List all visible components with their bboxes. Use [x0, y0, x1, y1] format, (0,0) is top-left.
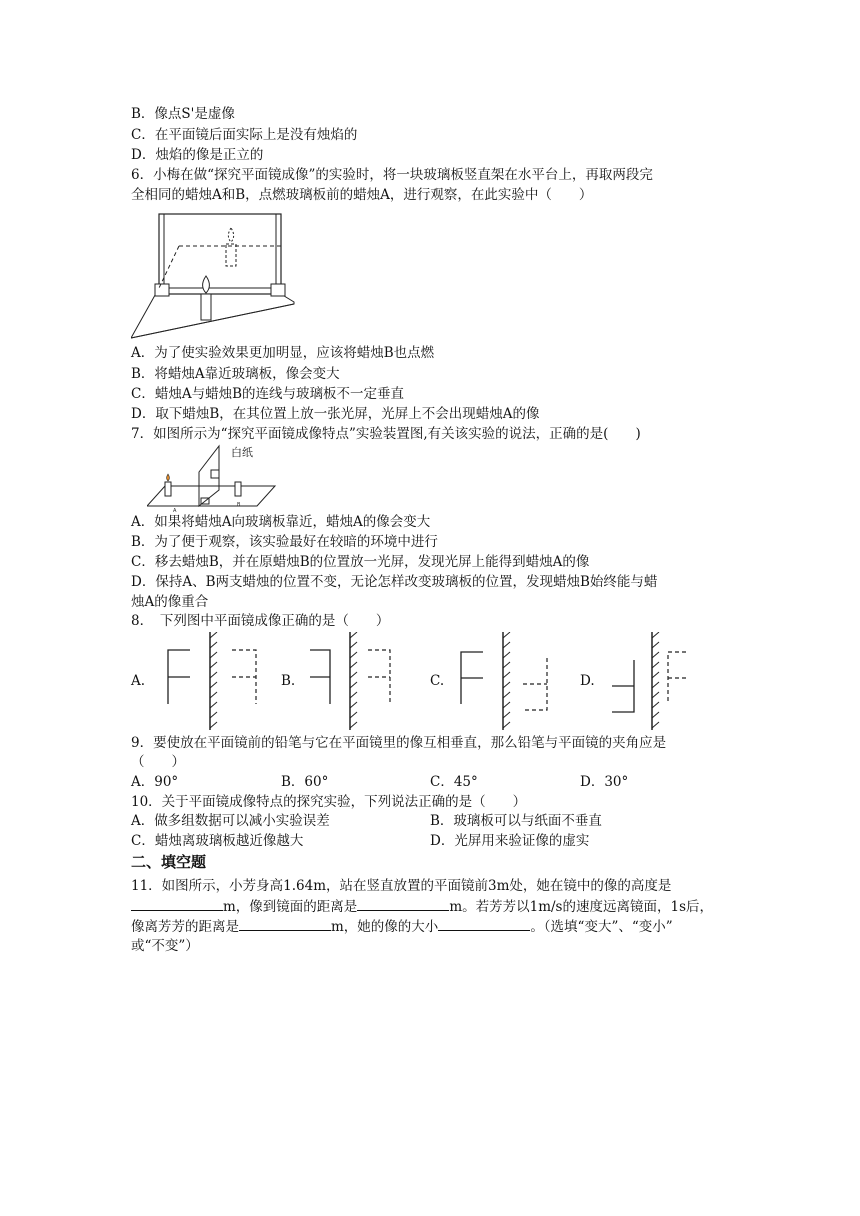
q10-stem: 10．关于平面镜成像特点的探究实验，下列说法正确的是（ ） — [131, 794, 527, 810]
q11-blank-2[interactable] — [357, 896, 449, 911]
q8-stem: 8． 下列图中平面镜成像正确的是（ ） — [131, 613, 390, 629]
q7-stem: 7．如图所示为“探究平面镜成像特点”实验装置图,有关该实验的说法，正确的是( ) — [131, 426, 641, 442]
q7-option-d-line1: D．保持A、B两支蜡烛的位置不变，无论怎样改变玻璃板的位置，发现蜡烛B始终能与蜡 — [131, 574, 658, 590]
q8-label-a: A. — [131, 673, 146, 689]
q11-blank-1[interactable] — [131, 896, 223, 911]
q11-line4: 或“不变”） — [131, 938, 199, 954]
q6-glass-plate-candle-figure — [131, 206, 296, 341]
q8-label-b: B. — [281, 673, 296, 689]
q8-figure-c — [455, 632, 565, 732]
q9-option-b: B．60° — [281, 774, 329, 790]
q11-line3-text-b: m，她的像的大小 — [331, 919, 439, 935]
q11-line2-text-a: m，像到镜面的距离是 — [223, 899, 358, 915]
q11-line3-text-a: 像离芳芳的距离是 — [131, 919, 239, 935]
q9-option-a: A．90° — [131, 774, 179, 790]
q5-option-b: B．像点S'是虚像 — [131, 106, 235, 122]
q6-option-d: D．取下蜡烛B，在其位置上放一张光屏，光屏上不会出现蜡烛A的像 — [131, 406, 540, 422]
q11-line1: 11．如图所示，小芳身高1.64m，站在竖直放置的平面镜前3m处，她在镜中的像的高度是 — [131, 878, 672, 894]
q11-line3-text-c: 。（选填“变大”、“变小” — [530, 919, 673, 935]
svg-text:B: B — [237, 502, 241, 508]
q7-apparatus-figure — [147, 444, 277, 512]
q8-label-c: C. — [430, 673, 445, 689]
q11-line3 — [131, 916, 673, 937]
q7-option-b: B．为了便于观察，该实验最好在较暗的环境中进行 — [131, 534, 438, 550]
q6-option-c: C．蜡烛A与蜡烛B的连线与玻璃板不一定垂直 — [131, 386, 404, 402]
q6-stem-line1: 6．小梅在做“探究平面镜成像”的实验时，将一块玻璃板竖直架在水平台上，再取两段完 — [131, 167, 653, 183]
section-title-fill-in: 二、填空题 — [131, 853, 207, 871]
q9-option-c: C．45° — [430, 774, 478, 790]
q6-option-a: A．为了使实验效果更加明显，应该将蜡烛B也点燃 — [131, 345, 435, 361]
q11-blank-3[interactable] — [239, 916, 331, 931]
q7-figure-label: 白纸 — [231, 446, 253, 459]
q6-option-b: B．将蜡烛A靠近玻璃板，像会变大 — [131, 366, 340, 382]
q7-option-c: C．移去蜡烛B，并在原蜡烛B的位置放一光屏，发现光屏上能得到蜡烛A的像 — [131, 554, 590, 570]
svg-text:A: A — [173, 508, 177, 512]
q10-option-a: A．做多组数据可以减小实验误差 — [131, 813, 330, 829]
q5-option-d: D．烛焰的像是正立的 — [131, 147, 264, 163]
q10-option-d: D．光屏用来验证像的虚实 — [430, 833, 590, 849]
q7-option-a: A．如果将蜡烛A向玻璃板靠近，蜡烛A的像会变大 — [131, 514, 431, 530]
q8-label-d: D. — [580, 673, 595, 689]
q8-figure-b — [306, 632, 416, 732]
q10-option-c: C．蜡烛离玻璃板越近像越大 — [131, 833, 304, 849]
q9-stem-line1: 9．要使放在平面镜前的铅笔与它在平面镜里的像互相垂直，那么铅笔与平面镜的夹角应是 — [131, 735, 667, 751]
q11-line2 — [131, 896, 713, 917]
q9-option-d: D．30° — [580, 774, 629, 790]
q8-figure-d — [604, 632, 714, 732]
q11-line2-text-b: m。若芳芳以1m/s的速度远离镜面，1s后， — [449, 899, 713, 915]
q7-option-d-line2: 烛A的像重合 — [131, 594, 209, 610]
q6-stem-line2: 全相同的蜡烛A和B，点燃玻璃板前的蜡烛A，进行观察，在此实验中（ ） — [131, 187, 593, 203]
q5-option-c: C．在平面镜后面实际上是没有烛焰的 — [131, 127, 358, 143]
q11-blank-4[interactable] — [438, 916, 530, 931]
q9-stem-line2: （ ） — [131, 754, 185, 770]
q10-option-b: B．玻璃板可以与纸面不垂直 — [430, 813, 602, 829]
q8-figure-a — [160, 632, 270, 732]
